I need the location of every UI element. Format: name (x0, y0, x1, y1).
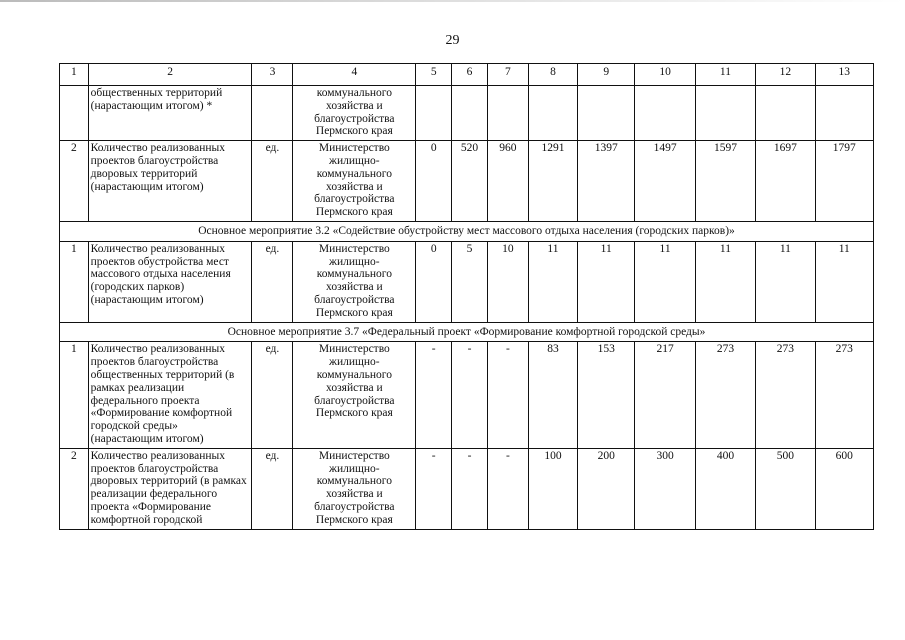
row-number (60, 86, 89, 141)
indicator-value: 273 (815, 342, 873, 448)
section-title: Основное мероприятие 3.7 «Федеральный проект «Формирование комфортной городской среды» (60, 322, 874, 342)
indicator-value (452, 86, 488, 141)
table-body (60, 64, 874, 530)
unit: ед. (252, 342, 293, 448)
unit: ед. (252, 241, 293, 322)
indicator-value: 100 (528, 448, 577, 529)
section-title: Основное мероприятие 3.2 «Содействие обустройству мест массового отдыха населения (городских парков)» (60, 221, 874, 241)
row-number: 2 (60, 141, 89, 222)
responsible-executor: Министерство жилищно-коммунального хозяйства и благоустройства Пермского края (293, 241, 416, 322)
indicator-value: 11 (756, 241, 815, 322)
indicator-value (756, 86, 815, 141)
responsible-executor: коммунального хозяйства и благоустройства Пермского края (293, 86, 416, 141)
indicator-value: - (487, 342, 528, 448)
indicator-value: 200 (578, 448, 635, 529)
indicator-value: 400 (695, 448, 755, 529)
indicator-value: 5 (452, 241, 488, 322)
section-title-row (60, 221, 874, 241)
indicator-name: Количество реализованных проектов благоустройства общественных территорий (в рамках реализации федерального проекта «Формирование комфортной городской среды» (нарастающим итогом) (88, 342, 252, 448)
indicator-value: 83 (528, 342, 577, 448)
column-header: 8 (528, 64, 577, 86)
table-row (60, 342, 874, 448)
indicator-value: 1597 (695, 141, 755, 222)
scan-edge (0, 0, 905, 2)
column-header: 5 (416, 64, 452, 86)
indicator-value: 1697 (756, 141, 815, 222)
responsible-executor: Министерство жилищно-коммунального хозяйства и благоустройства Пермского края (293, 342, 416, 448)
indicator-value: 11 (815, 241, 873, 322)
indicator-value: 10 (487, 241, 528, 322)
indicator-value (528, 86, 577, 141)
column-header: 13 (815, 64, 873, 86)
indicator-value: 273 (695, 342, 755, 448)
column-header: 9 (578, 64, 635, 86)
column-header: 6 (452, 64, 488, 86)
column-header: 10 (635, 64, 695, 86)
indicator-value: 600 (815, 448, 873, 529)
row-number: 1 (60, 241, 89, 322)
page-number: 29 (445, 33, 460, 48)
indicators-table (59, 63, 874, 530)
table-row (60, 141, 874, 222)
indicator-value: 1397 (578, 141, 635, 222)
responsible-executor: Министерство жилищно-коммунального хозяйства и благоустройства Пермского края (293, 448, 416, 529)
indicator-value: 273 (756, 342, 815, 448)
table-row (60, 86, 874, 141)
indicator-value: 1497 (635, 141, 695, 222)
indicator-value: 1797 (815, 141, 873, 222)
indicator-value: 520 (452, 141, 488, 222)
indicator-value: - (416, 448, 452, 529)
unit: ед. (252, 141, 293, 222)
indicator-value: - (452, 448, 488, 529)
column-header: 3 (252, 64, 293, 86)
row-number: 1 (60, 342, 89, 448)
table-row (60, 448, 874, 529)
indicator-value: 300 (635, 448, 695, 529)
column-header: 12 (756, 64, 815, 86)
indicator-value: 217 (635, 342, 695, 448)
row-number: 2 (60, 448, 89, 529)
indicator-value: 500 (756, 448, 815, 529)
indicator-value (635, 86, 695, 141)
indicator-value: 11 (578, 241, 635, 322)
indicator-name: общественных территорий (нарастающим итогом) * (88, 86, 252, 141)
indicator-value: 1291 (528, 141, 577, 222)
indicator-value (695, 86, 755, 141)
indicator-value: 11 (528, 241, 577, 322)
column-header: 1 (60, 64, 89, 86)
indicator-value: 0 (416, 141, 452, 222)
column-header: 11 (695, 64, 755, 86)
unit (252, 86, 293, 141)
indicator-name: Количество реализованных проектов благоустройства дворовых территорий (в рамках реализации федерального проекта «Формирование комфортной городской (88, 448, 252, 529)
indicator-value: 11 (695, 241, 755, 322)
column-header: 7 (487, 64, 528, 86)
table-header-row (60, 64, 874, 86)
indicator-value: - (487, 448, 528, 529)
unit: ед. (252, 448, 293, 529)
indicator-value (416, 86, 452, 141)
indicator-value: - (452, 342, 488, 448)
indicator-name: Количество реализованных проектов благоустройства дворовых территорий (нарастающим итогом) (88, 141, 252, 222)
section-title-row (60, 322, 874, 342)
indicator-value: 11 (635, 241, 695, 322)
indicator-value (578, 86, 635, 141)
indicator-value: - (416, 342, 452, 448)
table-row (60, 241, 874, 322)
indicator-value: 960 (487, 141, 528, 222)
column-header: 2 (88, 64, 252, 86)
responsible-executor: Министерство жилищно-коммунального хозяйства и благоустройства Пермского края (293, 141, 416, 222)
indicator-value (487, 86, 528, 141)
indicator-value: 0 (416, 241, 452, 322)
column-header: 4 (293, 64, 416, 86)
indicator-name: Количество реализованных проектов обустройства мест массового отдыха населения (городских парков) (нарастающим итогом) (88, 241, 252, 322)
indicator-value: 153 (578, 342, 635, 448)
indicator-value (815, 86, 873, 141)
